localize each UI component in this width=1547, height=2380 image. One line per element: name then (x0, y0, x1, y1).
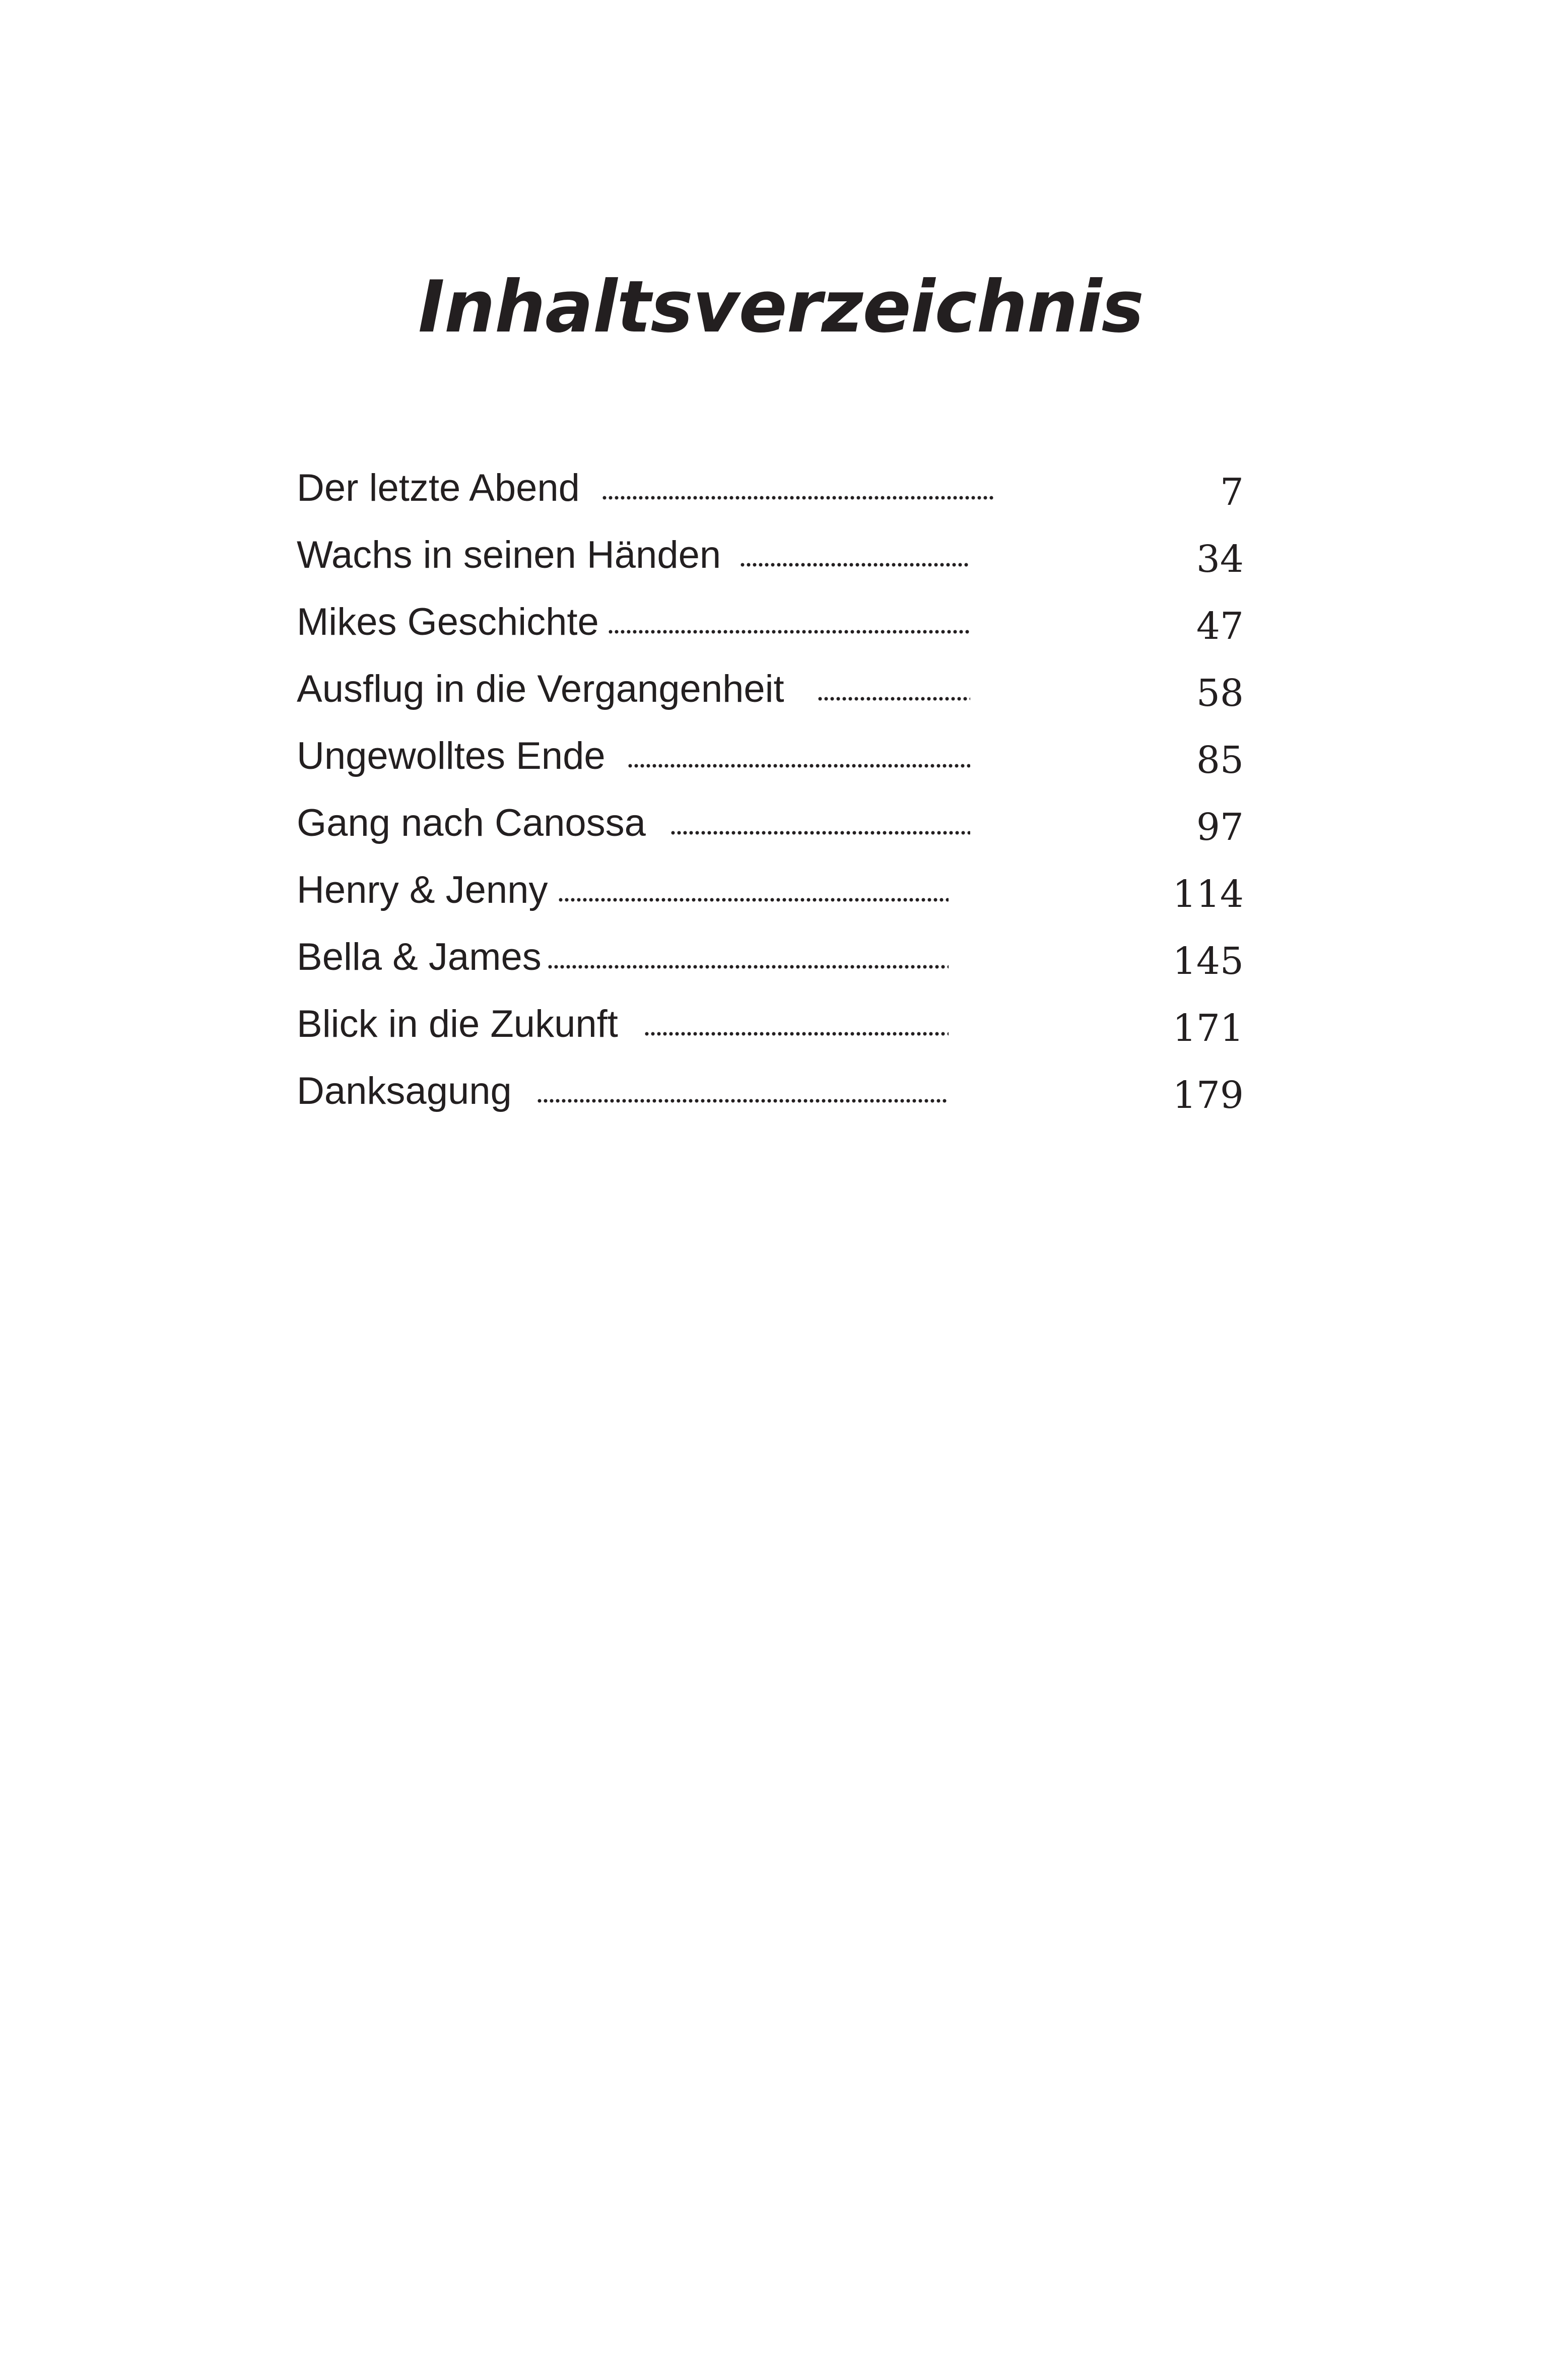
toc-entry-title: Mikes Geschichte (297, 601, 599, 643)
table-of-contents (297, 456, 1244, 1126)
toc-entry (297, 523, 1244, 590)
page-title: Inhaltsverzeichnis (418, 266, 1144, 349)
toc-entry (297, 657, 1244, 724)
dot-leader (601, 492, 995, 503)
toc-entry-page-number: 114 (1172, 873, 1244, 916)
toc-entry-page-number: 47 (1196, 605, 1244, 648)
toc-entry-title: Gang nach Canossa (297, 802, 646, 844)
toc-entry-page-number: 58 (1196, 672, 1244, 715)
dot-leader (739, 559, 970, 570)
toc-entry-title: Bella & James (297, 936, 542, 978)
toc-entry-title: Henry & Jenny (297, 869, 548, 911)
dot-leader (644, 1028, 949, 1039)
toc-entry-page-number: 97 (1196, 806, 1244, 849)
toc-entry (297, 456, 1244, 523)
toc-entry (297, 1059, 1244, 1126)
dot-leader (547, 961, 949, 972)
toc-entry-page-number: 34 (1196, 538, 1244, 581)
toc-entry-page-number: 7 (1220, 471, 1244, 514)
dot-leader (670, 827, 970, 838)
toc-entry-title: Wachs in seinen Händen (297, 534, 721, 576)
toc-entry-title: Danksagung (297, 1070, 512, 1112)
toc-entry (297, 590, 1244, 657)
toc-entry (297, 724, 1244, 791)
dot-leader (608, 626, 970, 637)
toc-entry (297, 858, 1244, 925)
toc-entry-title: Der letzte Abend (297, 467, 580, 509)
toc-entry-page-number: 85 (1196, 739, 1244, 782)
toc-entry (297, 925, 1244, 992)
dot-leader (536, 1095, 949, 1106)
toc-entry-page-number: 171 (1172, 1007, 1244, 1050)
dot-leader (627, 760, 970, 771)
dot-leader (817, 693, 970, 704)
toc-entry (297, 791, 1244, 858)
toc-entry-title: Blick in die Zukunft (297, 1003, 618, 1045)
dot-leader (558, 894, 949, 905)
toc-entry-page-number: 145 (1172, 940, 1244, 983)
toc-entry (297, 992, 1244, 1059)
toc-entry-page-number: 179 (1172, 1074, 1244, 1117)
toc-entry-title: Ausflug in die Vergangenheit (297, 668, 784, 710)
toc-entry-title: Ungewolltes Ende (297, 735, 606, 777)
